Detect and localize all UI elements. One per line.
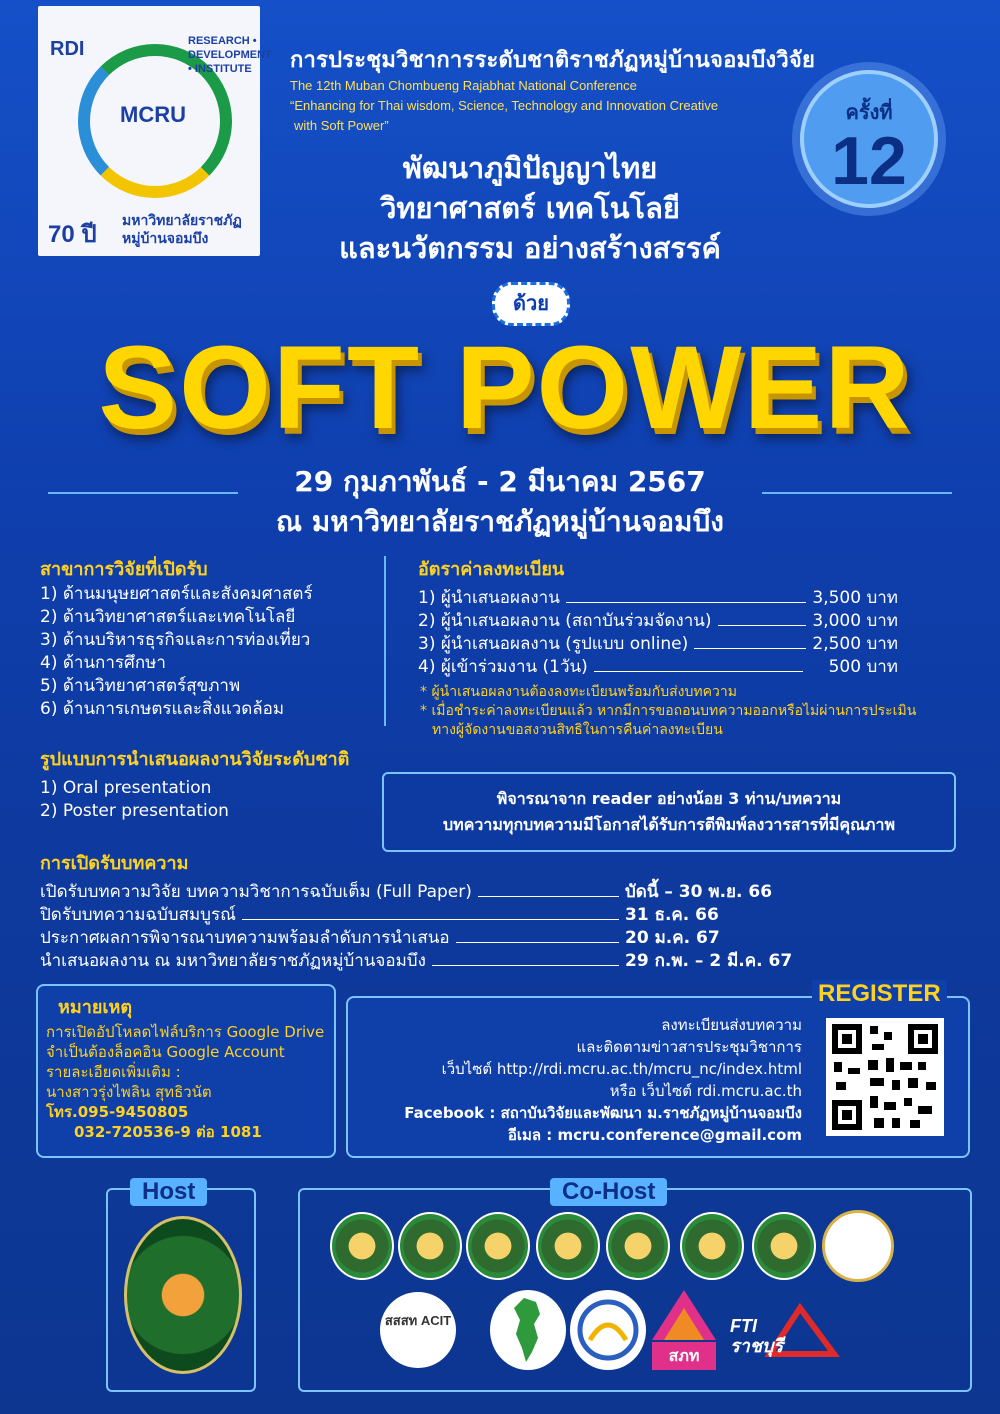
fields-title: สาขาการวิจัยที่เปิดรับ [40, 559, 208, 580]
years-text: 70 ปี [48, 221, 97, 248]
review-box: พิจารณาจาก reader อย่างน้อย 3 ท่าน/บทความ บทความทุกบทความมีโอกาสได้รับการตีพิมพ์ลงวารสารที่มีคุณภาพ [382, 772, 956, 852]
event-venue: ณ มหาวิทยาลัยราชภัฏหมู่บ้านจอมบึง [276, 505, 724, 538]
southeast-asia-university-logo-icon [822, 1210, 894, 1282]
timeline-row: ปิดรับบทความฉบับสมบูรณ์ 31 ธ.ค. 66 [40, 901, 800, 928]
cohost-seal-icon [330, 1212, 394, 1280]
cohost-seal-icon [680, 1212, 744, 1280]
cohost-box [298, 1178, 972, 1392]
timeline-title: การเปิดรับบทความ [40, 853, 189, 874]
list-item: 2) Poster presentation [40, 801, 229, 821]
list-item: 1) Oral presentation [40, 778, 212, 798]
association-logo-icon [570, 1290, 646, 1370]
host-university-seal-icon [124, 1216, 242, 1374]
theme-title: พัฒนาภูมิปัญญาไทย วิทยาศาสตร์ เทคโนโลยี และนวัตกรรม อย่างสร้างสรรค์ [339, 151, 721, 265]
list-item: 1) ด้านมนุษยศาสตร์และสังคมศาสตร์ [40, 584, 313, 604]
university-name: มหาวิทยาลัยราชภัฏหมู่บ้านจอมบึง [122, 213, 242, 247]
list-item: 2) ด้านวิทยาศาสตร์และเทคโนโลยี [40, 607, 296, 627]
cohost-seal-icon [536, 1212, 600, 1280]
register-title: REGISTER [812, 980, 947, 1008]
mcru-text: MCRU [120, 102, 186, 127]
soft-power-title: SOFT POWER [98, 322, 912, 454]
cohost-seal-icon [466, 1212, 530, 1280]
host-label: Host [130, 1178, 207, 1206]
thailand-map-logo-icon [490, 1290, 566, 1370]
fees-title: อัตราค่าลงทะเบียน [418, 559, 565, 580]
edition-badge: ครั้งที่ 12 [800, 70, 938, 208]
note-body: การเปิดอัปโหลดไฟล์บริการ Google Drive จำเป็นต้องล็อคอิน Google Account รายละเอียดเพิ่มเติม : นางสาวรุ่งไพลิน สุทธิวนัต โทร.095-9450805 032-720536-9 ต่อ 1081 [46, 1023, 325, 1141]
acit-logo: สสสท ACIT [380, 1292, 456, 1368]
timeline-row: เปิดรับบทความวิจัย บทความวิชาการฉบับเต็ม (Full Paper) บัดนี้ – 30 พ.ย. 66 [40, 878, 800, 905]
conference-title-th: การประชุมวิชาการระดับชาติราชภัฏหมู่บ้านจอมบึงวิจัย [290, 48, 816, 73]
institute-arc-text: RESEARCH • DEVELOPMENT • INSTITUTE [188, 35, 272, 75]
register-qr-code-icon[interactable] [826, 1018, 944, 1136]
cohost-seal-icon [752, 1212, 816, 1280]
rdi-text: RDI [50, 38, 85, 60]
cohost-label: Co-Host [550, 1178, 667, 1206]
sakt-logo: สภท [646, 1286, 722, 1374]
list-item: 5) ด้านวิทยาศาสตร์สุขภาพ [40, 676, 241, 696]
website-link-short[interactable]: หรือ เว็บไซต์ rdi.mcru.ac.th [609, 1082, 802, 1100]
email-link[interactable]: อีเมล : mcru.conference@gmail.com [507, 1126, 802, 1144]
cohost-seal-icon [398, 1212, 462, 1280]
rdi-logo [38, 6, 272, 256]
facebook-link[interactable]: Facebook : สถาบันวิจัยและพัฒนา ม.ราชภัฏหมู่บ้านจอมบึง [404, 1104, 802, 1122]
register-info: ลงทะเบียนส่งบทความ และติดตามข่าวสารประชุมวิชาการ เว็บไซต์ http://rdi.mcru.ac.th/mcru_nc/index.html หรือ เว็บไซต์ rdi.mcru.ac.th Facebook : สถาบันวิจัยและพัฒนา ม.ราชภัฏหมู่บ้านจอมบึง อีเมล : mcru.conference@gmail.com [350, 1014, 802, 1146]
fee-row: 2) ผู้นำเสนอผลงาน (สถาบันร่วมจัดงาน) 3,000 บาท [418, 607, 898, 634]
conference-title-en: The 12th Muban Chombueng Rajabhat National Conference “Enhancing for Thai wisdom, Science, Technology and Innovation Creative with Soft Power” [290, 78, 719, 133]
formats-title: รูปแบบการนำเสนอผลงานวิจัยระดับชาติ [40, 749, 350, 770]
cohost-seal-icon [606, 1212, 670, 1280]
column-divider [384, 556, 386, 726]
list-item: 6) ด้านการเกษตรและสิ่งแวดล้อม [40, 699, 285, 719]
list-item: 3) ด้านบริหารธุรกิจและการท่องเที่ยว [40, 630, 311, 650]
note-box [36, 984, 336, 1158]
formats-list [40, 777, 229, 823]
note-title: หมายเหตุ [58, 997, 133, 1018]
fti-ratchaburi-logo: FTI ราชบุรี [730, 1302, 840, 1362]
timeline-row: ประกาศผลการพิจารณาบทความพร้อมลำดับการนำเสนอ 20 ม.ค. 67 [40, 924, 800, 951]
fee-row: 1) ผู้นำเสนอผลงาน 3,500 บาท [418, 584, 898, 611]
fields-list [40, 583, 313, 721]
fee-notes: * ผู้นำเสนอผลงานต้องลงทะเบียนพร้อมกับส่งบทความ * เมื่อชำระค่าลงทะเบียนแล้ว หากมีการขอถอนบทความออกหรือไม่ผ่านการประเมิน ทางผู้จัดงานขอสงวนสิทธิในการคืนค่าลงทะเบียน [420, 684, 917, 738]
event-date: 29 กุมภาพันธ์ - 2 มีนาคม 2567 [294, 465, 706, 498]
list-item: 4) ด้านการศึกษา [40, 653, 166, 673]
fee-row: 4) ผู้เข้าร่วมงาน (1วัน) 500 บาท [418, 653, 898, 680]
website-link[interactable]: เว็บไซต์ http://rdi.mcru.ac.th/mcru_nc/index.html [441, 1060, 802, 1078]
timeline-row: นำเสนอผลงาน ณ มหาวิทยาลัยราชภัฏหมู่บ้านจอมบึง 29 ก.พ. – 2 มี.ค. 67 [40, 947, 800, 974]
duai-label: ด้วย [492, 282, 570, 326]
host-box [106, 1178, 256, 1392]
fee-row: 3) ผู้นำเสนอผลงาน (รูปแบบ online) 2,500 บาท [418, 630, 898, 657]
